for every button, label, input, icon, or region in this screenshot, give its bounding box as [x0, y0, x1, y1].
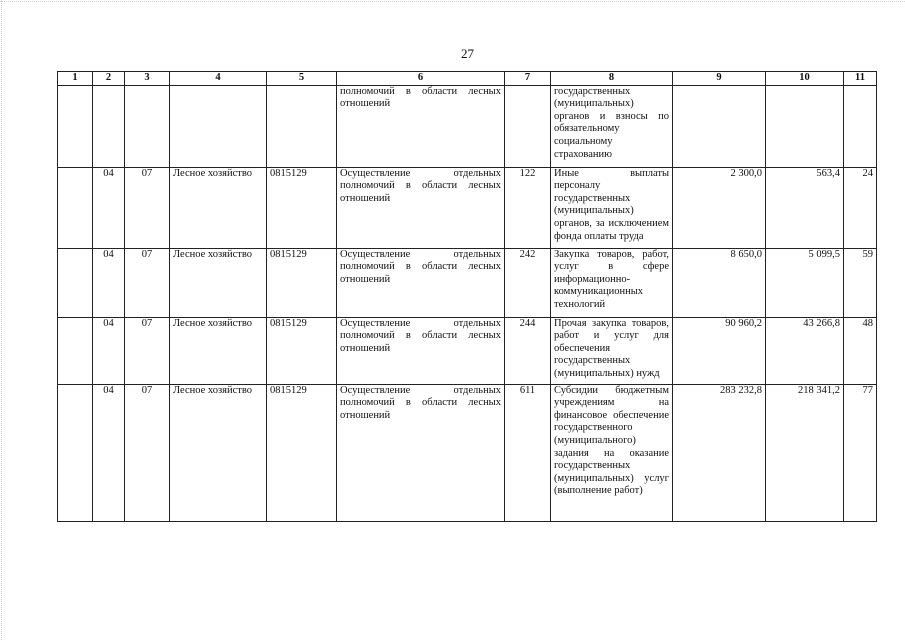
budget-table [57, 71, 877, 522]
table-row [58, 85, 877, 167]
cell-section [93, 85, 125, 167]
cell-col1 [58, 384, 93, 521]
column-header: 3 [125, 72, 170, 86]
cell-col1 [58, 167, 93, 248]
cell-section-name: Лесное хозяйство [170, 167, 267, 248]
cell-expense-code [505, 85, 551, 167]
cell-actual: 43 266,8 [766, 317, 844, 384]
cell-subsection: 07 [125, 317, 170, 384]
cell-percent [844, 85, 877, 167]
header-row [58, 72, 877, 86]
column-header: 11 [844, 72, 877, 86]
cell-plan [673, 85, 766, 167]
cell-section: 04 [93, 167, 125, 248]
cell-expense-code: 244 [505, 317, 551, 384]
cell-percent: 48 [844, 317, 877, 384]
cell-target-code [267, 85, 337, 167]
cell-expense-name: Субсидии бюджетным учреждениям на финансовое обеспечение государственного (муниципального) задания на оказание государственных (муниципальных) услуг (выполнение работ) [551, 384, 673, 521]
column-header: 2 [93, 72, 125, 86]
cell-target-code: 0815129 [267, 248, 337, 317]
cell-actual: 563,4 [766, 167, 844, 248]
cell-col1 [58, 248, 93, 317]
cell-target-name: Осуществление отдельных полномочий в области лесных отношений [337, 317, 505, 384]
cell-expense-code: 611 [505, 384, 551, 521]
cell-section-name [170, 85, 267, 167]
cell-plan: 2 300,0 [673, 167, 766, 248]
cell-subsection: 07 [125, 167, 170, 248]
cell-target-code: 0815129 [267, 167, 337, 248]
column-header: 9 [673, 72, 766, 86]
cell-actual: 218 341,2 [766, 384, 844, 521]
cell-actual: 5 099,5 [766, 248, 844, 317]
cell-percent: 77 [844, 384, 877, 521]
table-row [58, 317, 877, 384]
cell-actual [766, 85, 844, 167]
cell-section-name: Лесное хозяйство [170, 317, 267, 384]
cell-expense-code: 122 [505, 167, 551, 248]
column-header: 6 [337, 72, 505, 86]
cell-target-name: Осуществление отдельных полномочий в области лесных отношений [337, 384, 505, 521]
scan-edge-left [1, 0, 2, 640]
cell-target-name: Осуществление отдельных полномочий в области лесных отношений [337, 248, 505, 317]
cell-target-name: полномочий в области лесных отношений [337, 85, 505, 167]
cell-expense-name: Иные выплаты персоналу государственных (муниципальных) органов, за исключением фонда оплаты труда [551, 167, 673, 248]
cell-target-code: 0815129 [267, 317, 337, 384]
cell-percent: 59 [844, 248, 877, 317]
cell-col1 [58, 85, 93, 167]
cell-target-name: Осуществление отдельных полномочий в области лесных отношений [337, 167, 505, 248]
cell-subsection [125, 85, 170, 167]
cell-col1 [58, 317, 93, 384]
cell-target-code: 0815129 [267, 384, 337, 521]
cell-subsection: 07 [125, 248, 170, 317]
cell-subsection: 07 [125, 384, 170, 521]
column-header: 8 [551, 72, 673, 86]
cell-percent: 24 [844, 167, 877, 248]
column-header: 10 [766, 72, 844, 86]
cell-expense-code: 242 [505, 248, 551, 317]
column-header: 7 [505, 72, 551, 86]
cell-expense-name: Закупка товаров, работ, услуг в сфере информационно-коммуникационных технологий [551, 248, 673, 317]
cell-section-name: Лесное хозяйство [170, 248, 267, 317]
cell-expense-name: Прочая закупка товаров, работ и услуг для обеспечения государственных (муниципальных) нужд [551, 317, 673, 384]
table-row [58, 384, 877, 521]
cell-section: 04 [93, 248, 125, 317]
cell-expense-name: государственных (муниципальных) органов и взносы по обязательному социальному страхованию [551, 85, 673, 167]
cell-plan: 8 650,0 [673, 248, 766, 317]
cell-section: 04 [93, 317, 125, 384]
cell-section-name: Лесное хозяйство [170, 384, 267, 521]
table-row [58, 248, 877, 317]
column-header: 4 [170, 72, 267, 86]
page-number: 27 [461, 46, 474, 61]
scan-edge-top [0, 1, 905, 2]
table-row [58, 167, 877, 248]
cell-section: 04 [93, 384, 125, 521]
cell-plan: 283 232,8 [673, 384, 766, 521]
cell-plan: 90 960,2 [673, 317, 766, 384]
column-header: 1 [58, 72, 93, 86]
column-header: 5 [267, 72, 337, 86]
